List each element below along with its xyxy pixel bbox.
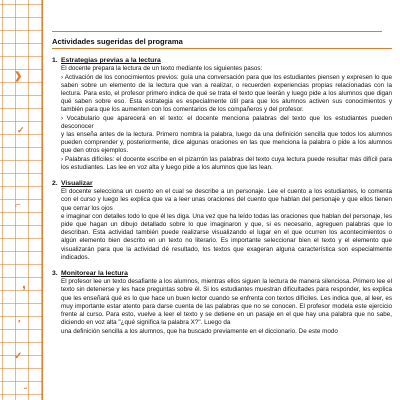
section-title: Estrategias previas a la lectura [61,57,161,65]
margin-grid-decoration [0,0,42,400]
paragraph: › Activación de los conocimientos previos: guía una conversación para que los estudiantes piensen y expresen lo que saben sobre un elemento de la lectura que van a realizar, o recuerden experiencias propias relacionadas con la lectura. Para esto, el profesor primero indica de qué se trata el texto que leerán y luego pide a los alumnos que digan qué saben sobre eso. Esta estrategia es especialmente útil para que los alumnos activen sus conocimientos y también para que los aumenten con los comentarios de los compañeros y del profesor. [61,73,392,114]
section-monitor [52,270,392,336]
paragraph: › Vocabulario que aparecerá en el texto: el docente menciona palabras del texto que los estudiantes pueden desconocer [61,114,392,130]
section-number: 1. [52,57,58,65]
section-visualize [52,180,392,262]
margin-doodle: ✓ [14,351,23,362]
margin-divider [42,0,43,400]
paragraph: e imaginar con detalles todo lo que él les diga. Una vez que ha leído todas las oraciones que hablan del personaje, les pide que hagan un dibujo detallado sobre lo que imaginaron y que, si es necesario, agreguen palabras que lo describan. Esta actividad también puede realizarse visualizando el lugar en el que ocurren los acontecimientos o algún elemento bien descrito en un texto no literario. Es importante seleccionar bien el texto y el elemento que visualizarán para que la actividad dé resultado, los textos que exageran alguna característica son especialmente indicados. [61,212,392,261]
document-body [52,38,392,336]
paragraph: y las enseña antes de la lectura. Primero nombra la palabra, luego da una definición sencilla que todos los alumnos pueden comprender y, posteriormente, dice algunas oraciones en las que menciona la palabra o pide a los alumnos que den otros ejemplos. [61,131,392,155]
section-title: Visualizar [61,180,93,188]
page-title: Actividades sugeridas del programa [52,38,392,49]
paragraph: › Palabras difíciles: el docente escribe en el pizarrón las palabras del texto cuya lectura puede resultar más difícil para los estudiantes. Las lee en voz alta y luego pide a los alumnos que las lean. [61,155,392,171]
margin-doodle: ˘ [24,387,28,398]
section-heading [52,57,392,65]
margin-doodle: ❯ [14,71,23,82]
paragraph: El docente selecciona un cuento en el cual se describe a un personaje. Lee el cuento a los estudiantes, lo comenta con el curso y luego les explica que va a leer unas oraciones del cuento que hablan del personaje y que ellos tienen que cerrar los ojos [61,188,392,212]
section-heading [52,270,392,278]
paragraph: El profesor lee un texto desafiante a los alumnos, mientras ellos siguen la lectura de manera silenciosa. Primero lee el texto sin detenerse y les hace preguntas sobre él. Si los estudiantes muestran dificultades para responder, les explica que les enseñará qué es lo que hace un buen lector cuando se enfrenta con textos difíciles. Les indica que, al leer, es muy importante estar atento para darse cuenta de las palabras que no se conocen. El profesor modela este ejercicio frente al curso. Para esto, vuelve a leer el texto y se detiene en un pasaje en el que hay una palabra que no sabe, diciendo en voz alta "¿qué significa la palabra X?". Luego da [61,278,392,327]
section-number: 2. [52,180,58,188]
margin-doodle: , [22,275,26,291]
margin-doodle: ⌐ [15,200,21,211]
section-strategies [52,57,392,172]
section-number: 3. [52,270,58,278]
section-title: Monitorear la lectura [61,270,128,278]
margin-doodle: ✓ [17,125,25,135]
header-rule [52,31,382,32]
paragraph: El docente prepara la lectura de un texto mediante los siguientes pasos: [61,65,263,73]
section-heading [52,180,392,188]
paragraph: una definición sencilla a los alumnos, que ha buscado previamente en el diccionario. De este modo [61,327,338,335]
margin-doodle: ′ [18,319,21,330]
